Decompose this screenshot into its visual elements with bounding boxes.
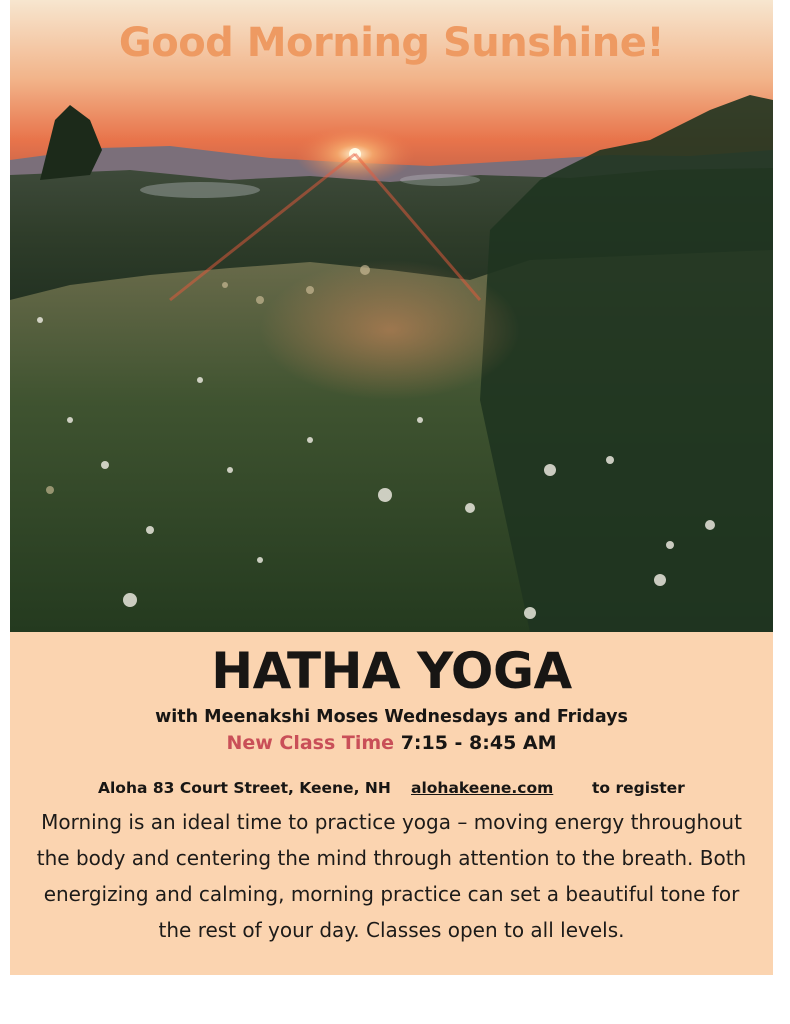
class-info-panel: [10, 632, 773, 975]
class-time-line: [10, 732, 773, 754]
register-text: to register: [592, 779, 685, 797]
instructor-schedule: with Meenakshi Moses Wednesdays and Fridays: [155, 707, 628, 727]
sunrise-meadow-photo: [10, 0, 773, 632]
sunrise-landscape-illustration: [10, 0, 773, 632]
location-address: Aloha 83 Court Street, Keene, NH: [98, 779, 391, 797]
time-label: New Class Time: [226, 732, 395, 754]
time-value: 7:15 - 8:45 AM: [400, 732, 557, 754]
website-link[interactable]: alohakeene.com: [411, 779, 554, 797]
yoga-flyer: [10, 0, 773, 975]
headline: Good Morning Sunshine!: [118, 20, 665, 66]
class-description: Morning is an ideal time to practice yoga – moving energy throughout the body and centering the mind through attention to the breath. Both energizing and calming, morning practice can set a beautiful tone for the rest of your day. Classes open to all levels.: [36, 810, 747, 942]
class-title: HATHA YOGA: [211, 642, 572, 700]
